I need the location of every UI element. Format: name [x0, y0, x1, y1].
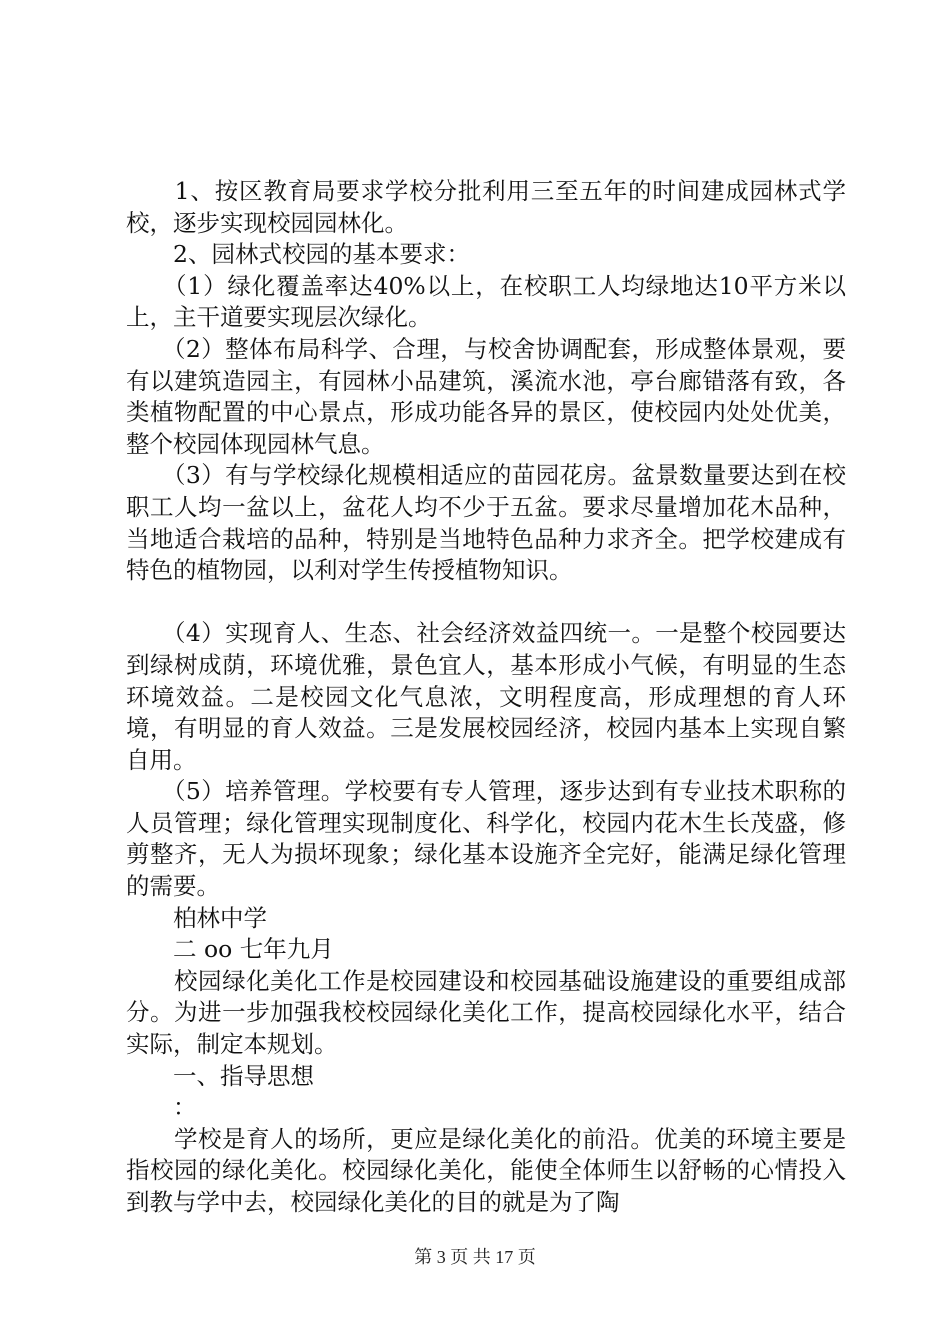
blank-line [126, 587, 846, 619]
paragraph-6: （4）实现育人、生态、社会经济效益四统一。一是整个校园要达到绿树成荫，环境优雅，景色宜人，基本形成小气候，有明显的生态环境效益。二是校园文化气息浓，文明程度高，形成理想的育人环境，有明显的育人效益。三是发展校园经济，校园内基本上实现自繁自用。 [126, 619, 846, 774]
signature-date: 二 oo 七年九月 [126, 935, 334, 964]
paragraph-7: （5）培养管理。学校要有专人管理，逐步达到有专业技术职称的人员管理；绿化管理实现制度化、科学化，校园内花木生长茂盛，修剪整齐，无人为损坏现象；绿化基本设施齐全完好，能满足绿化管理的需要。 [126, 777, 846, 901]
paragraph-8: 校园绿化美化工作是校园建设和校园基础设施建设的重要组成部分。为进一步加强我校校园绿化美化工作，提高校园绿化水平，结合实际，制定本规划。 [126, 966, 846, 1059]
body-text [126, 176, 846, 1219]
paragraph-1: 1、按区教育局要求学校分批利用三至五年的时间建成园林式学校，逐步实现校园园林化。 [126, 177, 846, 237]
paragraph-3: （1）绿化覆盖率达40%以上，在校职工人均绿地达10平方米以上，主干道要实现层次绿化。 [126, 271, 846, 332]
paragraph-4: （2）整体布局科学、合理，与校舍协调配套，形成整体景观，要有以建筑造园主，有园林小品建筑，溪流水池，亭台廊错落有致，各类植物配置的中心景点，形成功能各异的景区，使校园内处处优美，整个校园体现园林气息。 [126, 334, 846, 458]
paragraph-9: 学校是育人的场所，更应是绿化美化的前沿。优美的环境主要是指校园的绿化美化。校园绿化美化，能使全体师生以舒畅的心情投入到教与学中去，校园绿化美化的目的就是为了陶 [126, 1124, 846, 1216]
signature-school: 柏林中学 [126, 903, 267, 932]
colon-line: ： [126, 1093, 197, 1122]
paragraph-2: 2、园林式校园的基本要求： [126, 240, 470, 269]
page-footer: 第 3 页 共 17 页 [414, 1247, 536, 1267]
paragraph-5: （3）有与学校绿化规模相适应的苗园花房。盆景数量要达到在校职工人均一盆以上，盆花人均不少于五盆。要求尽量增加花木品种，当地适合栽培的品种，特别是当地特色品种力求齐全。把学校建成有特色的植物园，以利对学生传授植物知识。 [126, 461, 846, 585]
section-heading: 一、指导思想 [126, 1061, 314, 1090]
